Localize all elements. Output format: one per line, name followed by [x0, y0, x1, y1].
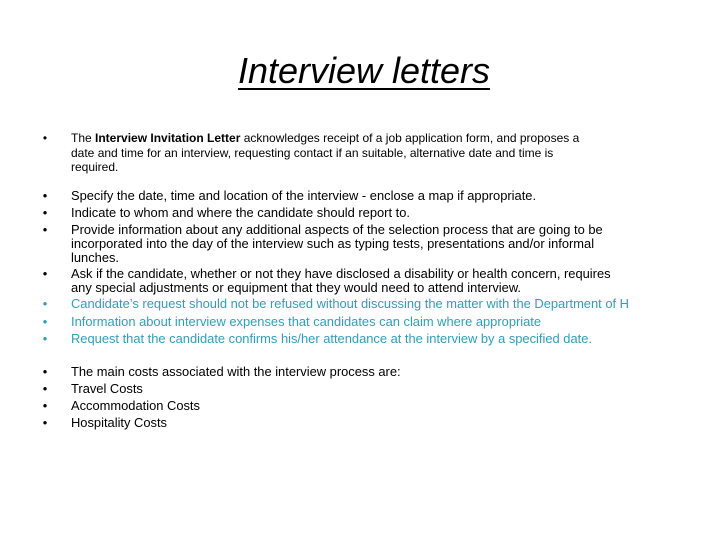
bullet-text: Candidate’s request should not be refused without discussing the matter with the Department of H: [71, 296, 629, 311]
bullet-text: Travel Costs: [71, 381, 143, 396]
bullet-text: lunches.: [71, 250, 120, 265]
bullet-text: Provide information about any additional aspects of the selection process that are going to be: [71, 222, 603, 237]
bullet-icon: •: [42, 398, 48, 413]
bullet-text: Request that the candidate confirms his/her attendance at the interview by a specified date.: [71, 331, 592, 346]
bullet-icon: •: [42, 266, 48, 281]
bullet-icon: •: [42, 222, 48, 237]
bullet-icon: •: [42, 188, 48, 203]
bullet-icon: •: [42, 364, 48, 379]
bullet-icon: •: [42, 415, 48, 430]
bullet-text: any special adjustments or equipment that they would need to attend interview.: [71, 280, 522, 295]
bullet-text: Specify the date, time and location of the interview - enclose a map if appropriate.: [71, 188, 537, 203]
bullet-icon: •: [42, 381, 48, 396]
bullet-text: Indicate to whom and where the candidate should report to.: [71, 205, 410, 220]
bullet-text: The Interview Invitation Letter acknowledges receipt of a job application form, and proposes a: [71, 131, 580, 145]
bullet-icon: •: [42, 131, 48, 145]
bullet-text: The main costs associated with the interview process are:: [71, 364, 401, 379]
bullet-icon: •: [42, 205, 48, 220]
bullet-text: Ask if the candidate, whether or not they have disclosed a disability or health concern, requires: [71, 266, 611, 281]
bullet-text: Information about interview expenses that candidates can claim where appropriate: [71, 314, 542, 329]
slide-title: Interview letters: [237, 50, 491, 91]
bullet-icon: •: [42, 331, 48, 346]
bold-term: Interview Invitation Letter: [95, 131, 241, 145]
bullet-text: Hospitality Costs: [71, 415, 167, 430]
bullet-text: required.: [71, 160, 119, 174]
bullet-text: Accommodation Costs: [71, 398, 200, 413]
bullet-text: date and time for an interview, requesting contact if an suitable, alternative date and time is: [71, 146, 554, 160]
bullet-icon: •: [42, 314, 48, 329]
bullet-icon: •: [42, 296, 48, 311]
bullet-text: incorporated into the day of the interview such as typing tests, presentations and/or informal: [71, 236, 595, 251]
